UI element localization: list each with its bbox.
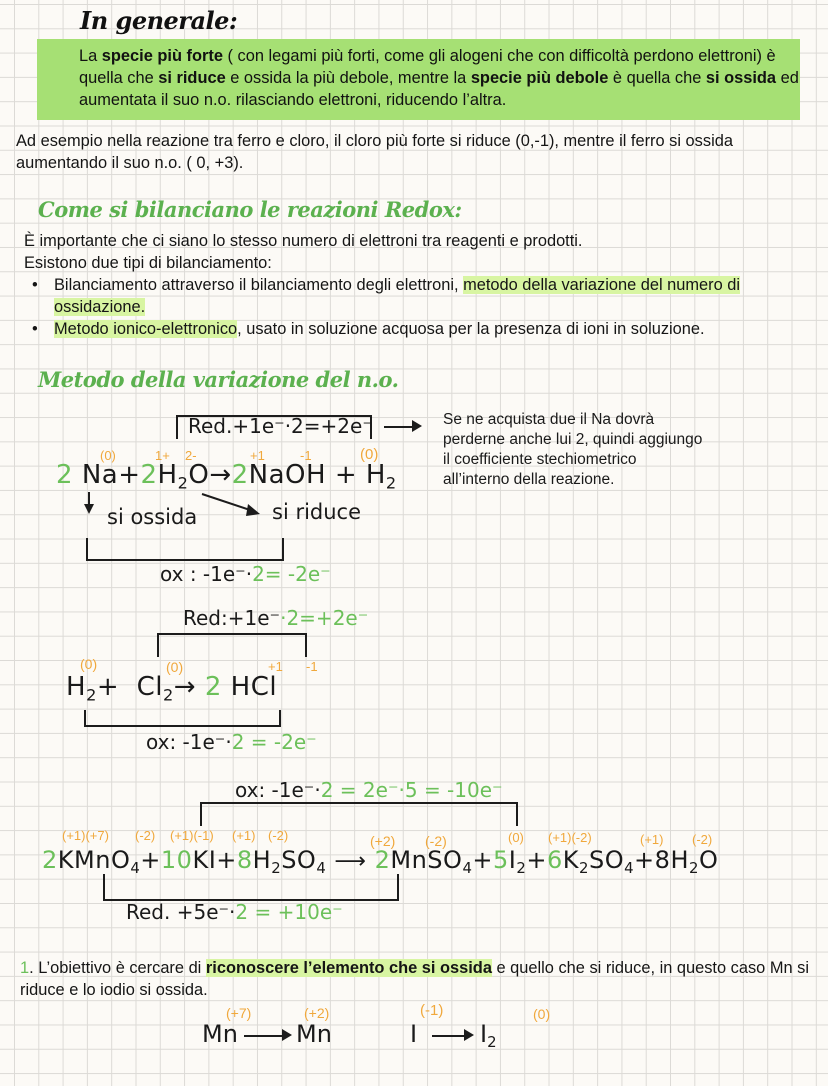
coefficient: 6 [546, 846, 563, 874]
subscript: 2 [385, 473, 397, 493]
subscript: 2 [688, 859, 699, 878]
arrow-right-icon [282, 1029, 292, 1041]
ox-state: (0) [166, 659, 184, 675]
plus: + [96, 672, 120, 702]
ox-state: -1 [306, 659, 318, 674]
reactant: KMnO [57, 846, 131, 874]
step-text: . L’obiettivo è cercare di [29, 959, 206, 977]
ox-label-result: 2= -2e⁻ [252, 562, 331, 586]
iodine-from: I [410, 1020, 418, 1048]
product: H [670, 846, 689, 874]
bullet-highlight: Metodo ionico-elettronico [54, 320, 238, 338]
subscript: 2 [163, 685, 174, 705]
reaction-3-equation [42, 846, 718, 877]
ox-state: (-2) [268, 828, 289, 843]
red-label-text: Red:+1e⁻ [183, 606, 281, 630]
ox-state: (-2) [692, 832, 713, 847]
coefficient: 2 [42, 846, 58, 874]
reactant: H [252, 846, 272, 874]
bullet-highlight: metodo della variazione del numero di ossidazione. [54, 276, 741, 316]
red-label-result: ·2=+2e⁻ [280, 606, 369, 630]
reaction-arrow-icon: ⟶ [334, 849, 367, 874]
product: I [508, 846, 517, 874]
ox-state: (+7) [226, 1005, 252, 1021]
reactant: SO [281, 846, 317, 874]
ox-label-result: 2 = 2e⁻·5 = -10e⁻ [320, 778, 503, 802]
ox-state: -1 [300, 448, 312, 463]
oxidizes-label: si ossida [107, 505, 198, 529]
subscript: 4 [462, 859, 473, 878]
bullet-item [24, 274, 804, 318]
ox-label-result: 2 = -2e⁻ [231, 730, 317, 754]
callout-bold: si ossida [705, 69, 777, 87]
subscript: 2 [516, 859, 527, 878]
balance-line-1: È importante che ci siano lo stesso numero di elettroni tra reagenti e prodotti. [24, 232, 583, 250]
step-highlight: riconoscere l’elemento che si ossida [205, 959, 492, 977]
coefficient: 2 [56, 460, 74, 490]
coefficient: 2 [374, 846, 391, 874]
reaction-arrow-icon: → [209, 460, 232, 490]
coefficient: 8 [236, 846, 253, 874]
plus: + [634, 846, 655, 874]
ox-state: (0) [533, 1006, 551, 1022]
subscript: 2 [86, 685, 97, 705]
iodine-to [480, 1020, 497, 1051]
red-label-2 [183, 606, 368, 630]
balance-body [24, 230, 804, 340]
subscript: 2 [578, 859, 589, 878]
coefficient: 2 [140, 460, 158, 490]
ox-state: (+1)(+7) [62, 828, 109, 843]
ox-state: (+2) [370, 833, 396, 849]
ox-state: (0) [100, 448, 116, 463]
coefficient: 2 [231, 460, 249, 490]
ox-label-text: ox: -1e⁻· [146, 730, 232, 754]
ox-state: (-1) [420, 1002, 444, 1019]
section-title-method: Metodo della variazione del n.o. [38, 367, 399, 392]
ox-state: (0) [80, 656, 98, 672]
callout-text: La [79, 47, 102, 65]
red-label-result: 2 = +10e⁻ [235, 900, 343, 924]
example-paragraph: Ad esempio nella reazione tra ferro e cloro, il cloro più forte si riduce (0,-1), mentre il ferro si ossida aumentando il suo n.o. ( 0, +3). [16, 132, 733, 172]
bullet-text: , usato in soluzione acquosa per la presenza di ioni in soluzione. [237, 320, 705, 338]
mn-to: Mn [296, 1020, 332, 1048]
ox-state: (0) [508, 830, 524, 845]
subscript: 4 [130, 859, 141, 878]
reactant: Cl [136, 672, 164, 702]
ox-label-text: ox: -1e⁻· [235, 778, 321, 802]
step-number: 1 [20, 959, 30, 977]
ox-state: 1+ [155, 448, 170, 463]
coefficient: 2 [204, 672, 222, 702]
subscript: 4 [316, 859, 327, 878]
plus: + [140, 846, 161, 874]
subscript: 2 [271, 859, 282, 878]
iodine-symbol: I [480, 1020, 488, 1048]
product: SO [588, 846, 625, 874]
ox-state: +1 [250, 448, 265, 463]
product: O [698, 846, 719, 874]
ox-label-3 [235, 778, 503, 802]
step-text: e quello che si riduce, in questo caso Mn si riduce e lo iodio si ossida. [20, 959, 809, 999]
callout-text: ed aumentata il suo n.o. rilasciando elettroni, riducendo l’altra. [79, 69, 799, 109]
reaction-2-equation [66, 672, 277, 705]
reaction-1-equation [56, 460, 397, 493]
callout-text: ( con legami più forti, come gli alogeni che con difficoltà perdono elettroni) è quella che [79, 47, 776, 87]
product: HCl [230, 672, 278, 702]
callout-box [37, 39, 800, 120]
ox-label-text: ox : -1e⁻· [160, 562, 253, 586]
callout-bold: si riduce [158, 69, 226, 87]
bullet-item [24, 318, 804, 340]
product: K [562, 846, 579, 874]
red-label-3 [126, 900, 343, 924]
coefficient: 8 [654, 846, 671, 874]
arrow-right-icon [412, 420, 422, 432]
callout-bold: specie più forte [101, 47, 223, 65]
ox-state: 2- [185, 448, 197, 463]
step-1-paragraph [20, 957, 810, 1001]
ox-state: (+1)(-1) [170, 828, 214, 843]
subscript: 2 [487, 1033, 497, 1052]
reactant: KI+ [192, 846, 237, 874]
ox-state: (+1) [640, 832, 664, 847]
ox-state: (+1)(-2) [548, 830, 592, 845]
callout-bold: specie più debole [470, 69, 609, 87]
ox-state: (0) [360, 446, 379, 463]
ox-label-1 [160, 562, 331, 586]
callout-text: è quella che [608, 69, 706, 87]
ox-state: (+2) [304, 1005, 330, 1021]
reaction-arrow-icon: → [173, 672, 197, 702]
subscript: 2 [177, 473, 189, 493]
section-title-general: In generale: [80, 6, 238, 35]
reactant: O [188, 460, 210, 490]
ox-state: (+1) [232, 828, 256, 843]
coefficient: 10 [160, 846, 193, 874]
red-label-text: Red. +5e⁻· [126, 900, 236, 924]
ox-label-2 [146, 730, 317, 754]
ox-state: (-2) [135, 828, 156, 843]
reactant: H [66, 672, 87, 702]
reactant: Na+ [81, 460, 141, 490]
product: NaOH + H [248, 460, 386, 490]
section-title-balance: Come si bilanciano le reazioni Redox: [38, 197, 462, 222]
balance-bullet-list [24, 274, 804, 340]
coefficient: 5 [493, 846, 509, 874]
plus: + [526, 846, 547, 874]
mn-from: Mn [202, 1020, 238, 1048]
reduces-label: si riduce [272, 500, 362, 524]
reaction-1-note: Se ne acquista due il Na dovrà perderne anche lui 2, quindi aggiungo il coefficiente stechiometrico all’interno della reazione. [443, 411, 703, 488]
ox-state: +1 [268, 659, 283, 674]
bullet-text: Bilanciamento attraverso il bilanciamento degli elettroni, [54, 276, 464, 294]
arrow-right-icon [464, 1029, 474, 1041]
ox-state: (-2) [425, 833, 447, 849]
callout-text: e ossida la più debole, mentre la [225, 69, 471, 87]
balance-line-2: Esistono due tipi di bilanciamento: [24, 254, 272, 272]
product: MnSO [390, 846, 463, 874]
red-label-1: Red.+1e⁻·2=+2e⁻ [188, 414, 373, 438]
subscript: 4 [624, 859, 635, 878]
plus: + [472, 846, 494, 874]
reactant: H [157, 460, 178, 490]
